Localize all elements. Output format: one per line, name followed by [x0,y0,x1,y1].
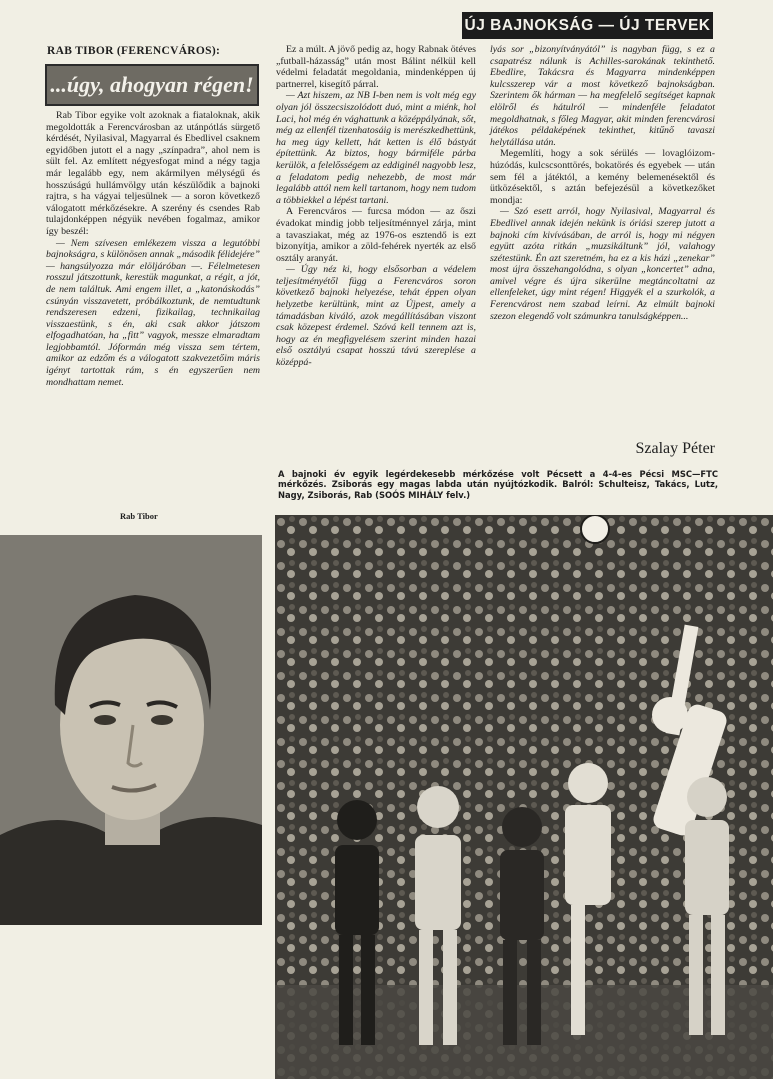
portrait-photo [0,535,262,925]
photo-caption: A bajnoki év egyik legérdekesebb mérkőzése volt Pécsett a 4-4-es Pécsi MSC—FTC mérkőzés. Zsiborás egy magas labda után nyújtózkodik. Balról: Schulteisz, Takács, Lutz, Nagy, Zsiborás, Rab (SOÓS MIHÁLY felv.) [278,469,718,500]
author-signature: Szalay Péter [635,440,715,457]
portrait-illustration [0,535,262,925]
paragraph: A Ferencváros — furcsa módon — az őszi évadokat mindig jobb teljesítménnyel zárja, mint a tavasziakat, még az 1976-os esztendő is ezt bizonyítja, amikor a zöld-fehérek nyerték az első osztály aranyát. [276,206,476,264]
match-illustration [275,515,773,1079]
paragraph: — Szó esett arról, hogy Nyilasival, Magyarral és Ebedlivel annak idején nekünk is óriási szerep jutott a bajnoki cím kivívásában, de arról is, hogy mi négyen együtt azóta ritkán „muzsikáltunk” jól, valahogy szétestünk. Én azt szeretném, ha ez a kis házi „zenekar” most újra összehangolódna, s olyan „koncertet” adna, amivel végre és újra sikerülne megtáncoltatni az ellenfeleket, úgy mint régen! Higgyék el a szurkolók, a Ferencvárost nem szabad leírni. Az elmúlt bajnoki szezon elegendő volt számunkra tanulságképpen... [490,206,715,322]
paragraph: Rab Tibor egyike volt azoknak a fiataloknak, akik megoldották a Ferencvárosban az utánpótlás sürgető kérdését, Nyilasival, Magyarral és Ebedlivel csaknem egyidőben jutott el a nagy „színpadra”, ahol nem is sült fel. Az említett négyesfogat mind a négy tagja már legalább egy, nem akármilyen mélységű és hosszúságú hullámvölgy után készülődik a bajnoki rajtra, s ha vágyai teljesülnek — a soron következő válogatott mérkőzésekre. A szerény és csendes Rab tulajdonképpen négyük nevében fogalmaz, amikor így beszél: [46,110,260,237]
paragraph: Megemlíti, hogy a sok sérülés — lovaglóizom-húzódás, kulcscsonttörés, bokatörés és egyebek — után sem fél a játéktól, a kemény belemenésektől és ütközésektől, s aztán befejezésül a következőket mondja: [490,148,715,206]
text-column-1 [46,110,260,500]
article-headline: ...úgy, ahogyan régen! [45,64,259,106]
text-column-2 [276,44,476,476]
match-photo [275,515,773,1079]
text-column-3 [490,44,715,436]
paragraph: — Azt hiszem, az NB I-ben nem is volt még egy olyan jól összecsiszolódott duó, mint a miénk, hol Laci, hol még én vághattunk a középpályának, sőt, még az ellenfél tizenhatosáig is merészkedhettünk, ha meg úgy kellett, hát ketten is élő bástyát építettünk. Az biztos, hogy bármiféle párba kerülök, a felelősségem az eddiginél nagyobb lesz, a feladatom pedig nehezebb, de most már legalább attól nem kell tartanom, hogy nem tudom a többiekkel a lépést tartani. [276,90,476,206]
article-kicker: RAB TIBOR (FERENCVÁROS): [47,45,221,57]
section-header: ÚJ BAJNOKSÁG — ÚJ TERVEK [462,12,713,39]
portrait-label: Rab Tibor [120,511,158,521]
paragraph: — Nem szívesen emlékezem vissza a legutóbbi bajnokságra, s különösen annak „második félidejére” — hangsúlyozza már elöljáróban —. Félelmetesen rosszul játszottunk, kerestük magunkat, a régit, a jót, de nem találtuk. Ami engem illet, a „katonáskodás” csúnyán visszavetett, próbálkoztunk, de nemtudtunk rendszeresen edzeni, fizikailag, technikailag visszaestünk, s én, aki csak akkor játszom elfogadhatóan, ha „fitt” vagyok, messze elmaradtam legjobbamtól. Jóformán még vissza sem tértem, amikor az edzőm és a válogatott szakvezetőim máris igényt tartottak rám, s én egyszerűen nem mondhattam nemet. [46,237,260,388]
paragraph: lyás sor „bizonyítványától” is nagyban függ, s ez a csapatrész nálunk is Achilles-sarokának tekinthető. Ebedlire, Takácsra és Magyarra mindenképpen kulcsszerep vár a most következő bajnokságban. Szerintem ők hárman — ha megfelelő segítséget kapnak elölről és hátulról — mindenféle feladatot megoldhatnak, s főleg Magyar, akit minden ferencvárosi játékos példaképének tekinthet, kitűnő tavaszi helytállása után. [490,44,715,148]
paragraph: — Úgy néz ki, hogy elsősorban a védelem teljesítményétől függ a Ferencváros soron következő bajnoki helyezése, tehát éppen olyan helyzetbe kerültünk, mint az Újpest, amely a támadásban kiváló, azok megállításában viszont csak közepest érdemel. Szóvá kell tennem azt is, hogy az én megfigyelésem szerint minden hazai első osztályú csapat hosszú távú szereplése a középpá- [276,264,476,369]
paragraph: Ez a múlt. A jövő pedig az, hogy Rabnak ötéves „futball-házasság” után most Bálint nélkül kell védelmi feladatát megoldania, mindenképpen új partnerrel, kisegítő párral. [276,44,476,90]
